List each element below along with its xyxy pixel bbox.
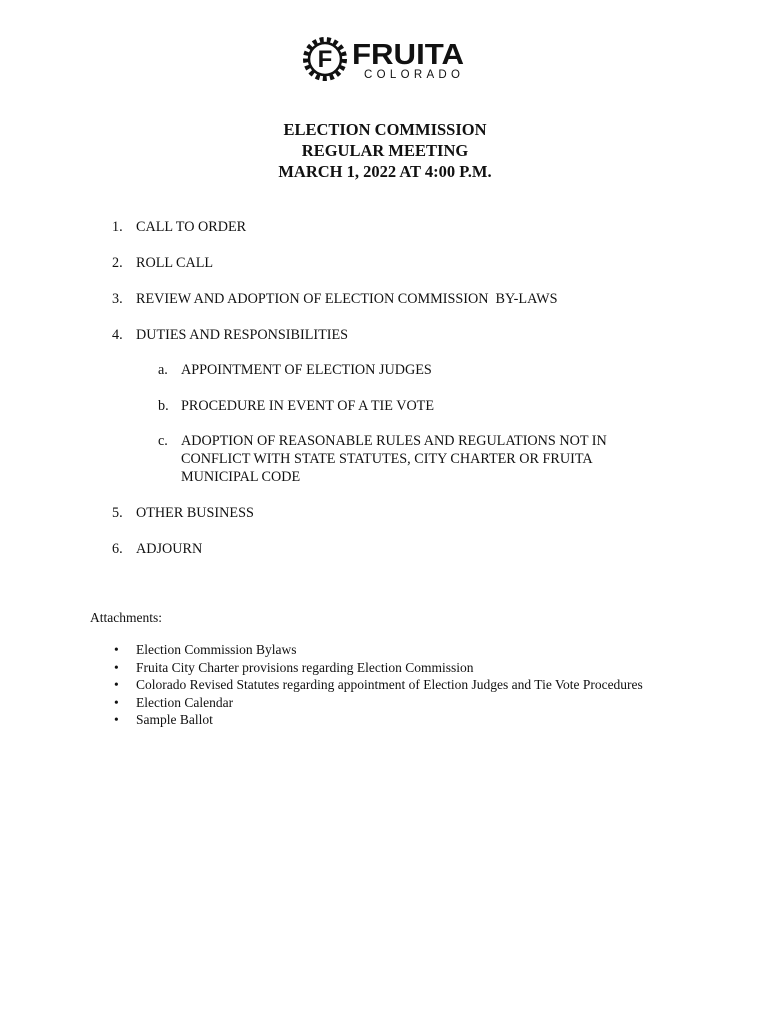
agenda-item: [112, 504, 254, 522]
agenda-item-text: CALL TO ORDER: [136, 219, 247, 235]
attachments-list: [112, 641, 643, 729]
agenda-item-number: 5.: [112, 505, 123, 521]
agenda-item: [112, 218, 246, 236]
agenda-item-number: 2.: [112, 255, 123, 271]
heading-line-3: MARCH 1, 2022 AT 4:00 P.M.: [278, 162, 492, 181]
agenda-subitem-letter: b.: [158, 398, 169, 414]
agenda-subitem-text: ADOPTION OF REASONABLE RULES AND REGULATIONS NOT IN CONFLICT WITH STATE STATUTES, CITY CHARTER OR FRUITA MUNICIPAL CODE: [181, 433, 607, 485]
heading-line-1: ELECTION COMMISSION: [283, 120, 487, 139]
agenda-item-text: ROLL CALL: [136, 255, 214, 271]
attachment-text: Sample Ballot: [136, 712, 213, 728]
bullet-icon: •: [114, 642, 119, 657]
agenda-subitem-text: PROCEDURE IN EVENT OF A TIE VOTE: [181, 398, 435, 414]
agenda-item-number: 6.: [112, 541, 123, 557]
bullet-icon: •: [114, 712, 119, 728]
bullet-icon: •: [114, 677, 119, 693]
attachment-text: Fruita City Charter provisions regarding Election Commission: [136, 659, 474, 675]
agenda-subitem-letter: a.: [158, 362, 168, 378]
agenda-item-text: REVIEW AND ADOPTION OF ELECTION COMMISSION BY-LAWS: [136, 291, 558, 307]
agenda-item-text: OTHER BUSINESS: [136, 505, 254, 521]
attachment-text: Colorado Revised Statutes regarding appointment of Election Judges and Tie Vote Procedures: [136, 677, 643, 693]
agenda-item-text: DUTIES AND RESPONSIBILITIES: [136, 327, 349, 343]
attachment-text: Election Commission Bylaws: [136, 642, 297, 657]
bullet-icon: •: [114, 659, 119, 675]
attachment-item: [112, 676, 643, 694]
agenda-subitem-text: APPOINTMENT OF ELECTION JUDGES: [181, 362, 432, 378]
agenda-item: [112, 326, 348, 344]
agenda-item-number: 3.: [112, 291, 123, 307]
agenda-item: [112, 290, 557, 308]
logo-sub-text: COLORADO: [364, 69, 460, 81]
attachment-item: [112, 641, 643, 659]
agenda-item-number: 1.: [112, 219, 123, 235]
agenda-subitem-letter: c.: [158, 433, 168, 449]
attachment-item: [112, 659, 643, 677]
agenda-item-text: ADJOURN: [136, 541, 203, 557]
emblem-letter: F: [317, 46, 333, 73]
heading-line-2: REGULAR MEETING: [301, 141, 469, 160]
attachments-label: Attachments:: [90, 610, 162, 625]
logo-brand-text: FRUITA: [352, 39, 465, 71]
attachment-item: [112, 711, 643, 729]
attachment-item: [112, 694, 643, 712]
bullet-icon: •: [114, 694, 119, 710]
attachment-text: Election Calendar: [136, 694, 234, 710]
agenda-item-number: 4.: [112, 327, 123, 343]
agenda-item: [112, 254, 213, 272]
agenda-item: [112, 540, 202, 558]
